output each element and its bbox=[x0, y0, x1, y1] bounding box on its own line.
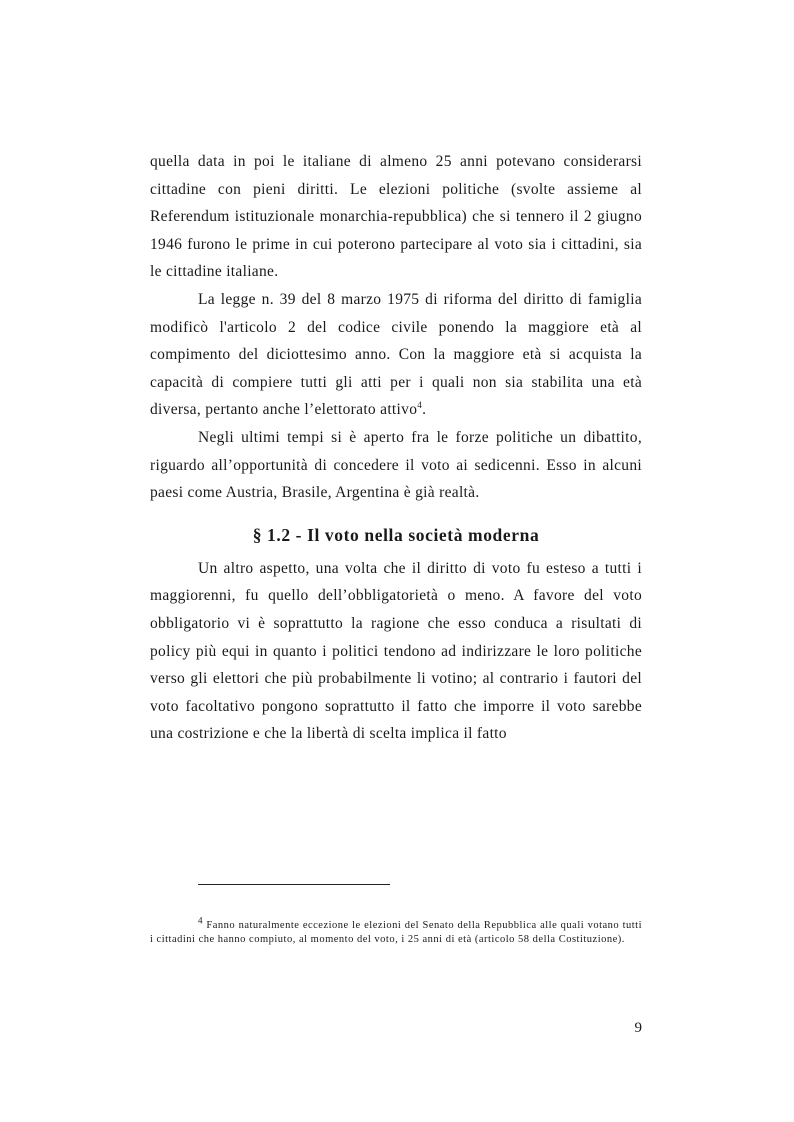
paragraph-1: quella data in poi le italiane di almeno 25 anni potevano considerarsi cittadine con pieni diritti. Le elezioni politiche (svolte assieme al Referendum istituzionale monarchia-repubblica) che si tennero il 2 giugno 1946 furono le prime in cui poterono partecipare al voto sia i cittadini, sia le cittadine italiane. bbox=[150, 153, 642, 281]
paragraph-2-text: La legge n. 39 del 8 marzo 1975 di riforma del diritto di famiglia modificò l'articolo 2 del codice civile ponendo la maggiore età al compimento del diciottesimo anno. Con la maggiore età si acquista la capacità di compiere tutti gli atti per i quali non sia stabilita una età diversa, pertanto anche l’elettorato attivo bbox=[150, 290, 642, 419]
section-heading: § 1.2 - Il voto nella società moderna bbox=[252, 524, 540, 545]
paragraph-4: Un altro aspetto, una volta che il diritto di voto fu esteso a tutti i maggiorenni, fu quello dell’obbligatorietà o meno. A favore del voto obbligatorio vi è soprattutto la ragione che esso conduca a risultati di policy più equi in quanto i politici tendono ad indirizzare le loro politiche verso gli elettori che più probabilmente li votino; al contrario i fautori del voto facoltativo pongono soprattutto il fatto che imporre il voto sarebbe una costrizione e che la libertà di scelta implica il fatto bbox=[150, 559, 642, 743]
footnote-text: Fanno naturalmente eccezione le elezioni del Senato della Repubblica alle quali votano tutti i cittadini che hanno compiuto, al momento del voto, i 25 anni di età (articolo 58 della Costituzione). bbox=[150, 920, 642, 945]
paragraph-2 bbox=[150, 286, 642, 424]
body-text bbox=[150, 148, 642, 748]
footnote-separator bbox=[198, 884, 390, 885]
footnote-marker: 4 bbox=[198, 915, 203, 926]
page-number: 9 bbox=[634, 1020, 642, 1036]
paragraph-2-end: . bbox=[422, 401, 427, 419]
footnote-reference[interactable]: 4 bbox=[417, 400, 423, 411]
footnote bbox=[150, 915, 642, 947]
paragraph-3: Negli ultimi tempi si è aperto fra le forze politiche un dibattito, riguardo all’opportunità di concedere il voto ai sedicenni. Esso in alcuni paesi come Austria, Brasile, Argentina è già realtà. bbox=[150, 428, 642, 502]
